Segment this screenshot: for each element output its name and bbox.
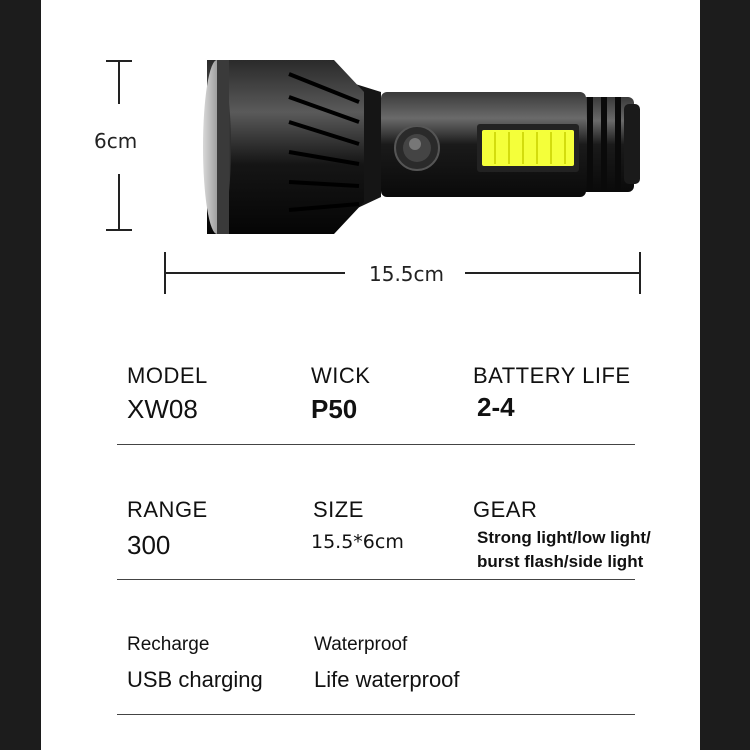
wick-label: WICK (311, 363, 371, 388)
battery-life-label: BATTERY LIFE (473, 363, 631, 388)
range-value: 300 (127, 530, 171, 560)
length-dim-line-left (165, 272, 345, 274)
row-divider-1 (117, 444, 635, 445)
wick-value: P50 (311, 394, 358, 424)
gear-value-line1: Strong light/low light/ (477, 528, 651, 547)
length-dim-right-cap (639, 252, 641, 294)
waterproof-value: Life waterproof (314, 667, 460, 692)
flashlight-image (159, 52, 649, 242)
gear-value-line2: burst flash/side light (477, 552, 644, 571)
battery-life-value: 2-4 (477, 392, 515, 422)
gear-label: GEAR (473, 497, 538, 522)
range-label: RANGE (127, 497, 208, 522)
size-value: 15.5*6cm (311, 531, 404, 553)
size-label: SIZE (313, 497, 364, 522)
model-value: XW08 (127, 394, 198, 424)
height-dim-bottom-cap (106, 229, 132, 231)
row-divider-3 (117, 714, 635, 715)
height-dim-line-lower (118, 174, 120, 230)
height-label: 6cm (94, 129, 138, 153)
product-spec-panel (41, 0, 700, 750)
row-divider-2 (117, 579, 635, 580)
recharge-label: Recharge (127, 634, 210, 655)
model-label: MODEL (127, 363, 208, 388)
recharge-value: USB charging (127, 667, 263, 692)
length-label: 15.5cm (369, 262, 445, 286)
length-dim-line-right (465, 272, 640, 274)
height-dim-line-upper (118, 60, 120, 104)
waterproof-label: Waterproof (314, 634, 408, 655)
